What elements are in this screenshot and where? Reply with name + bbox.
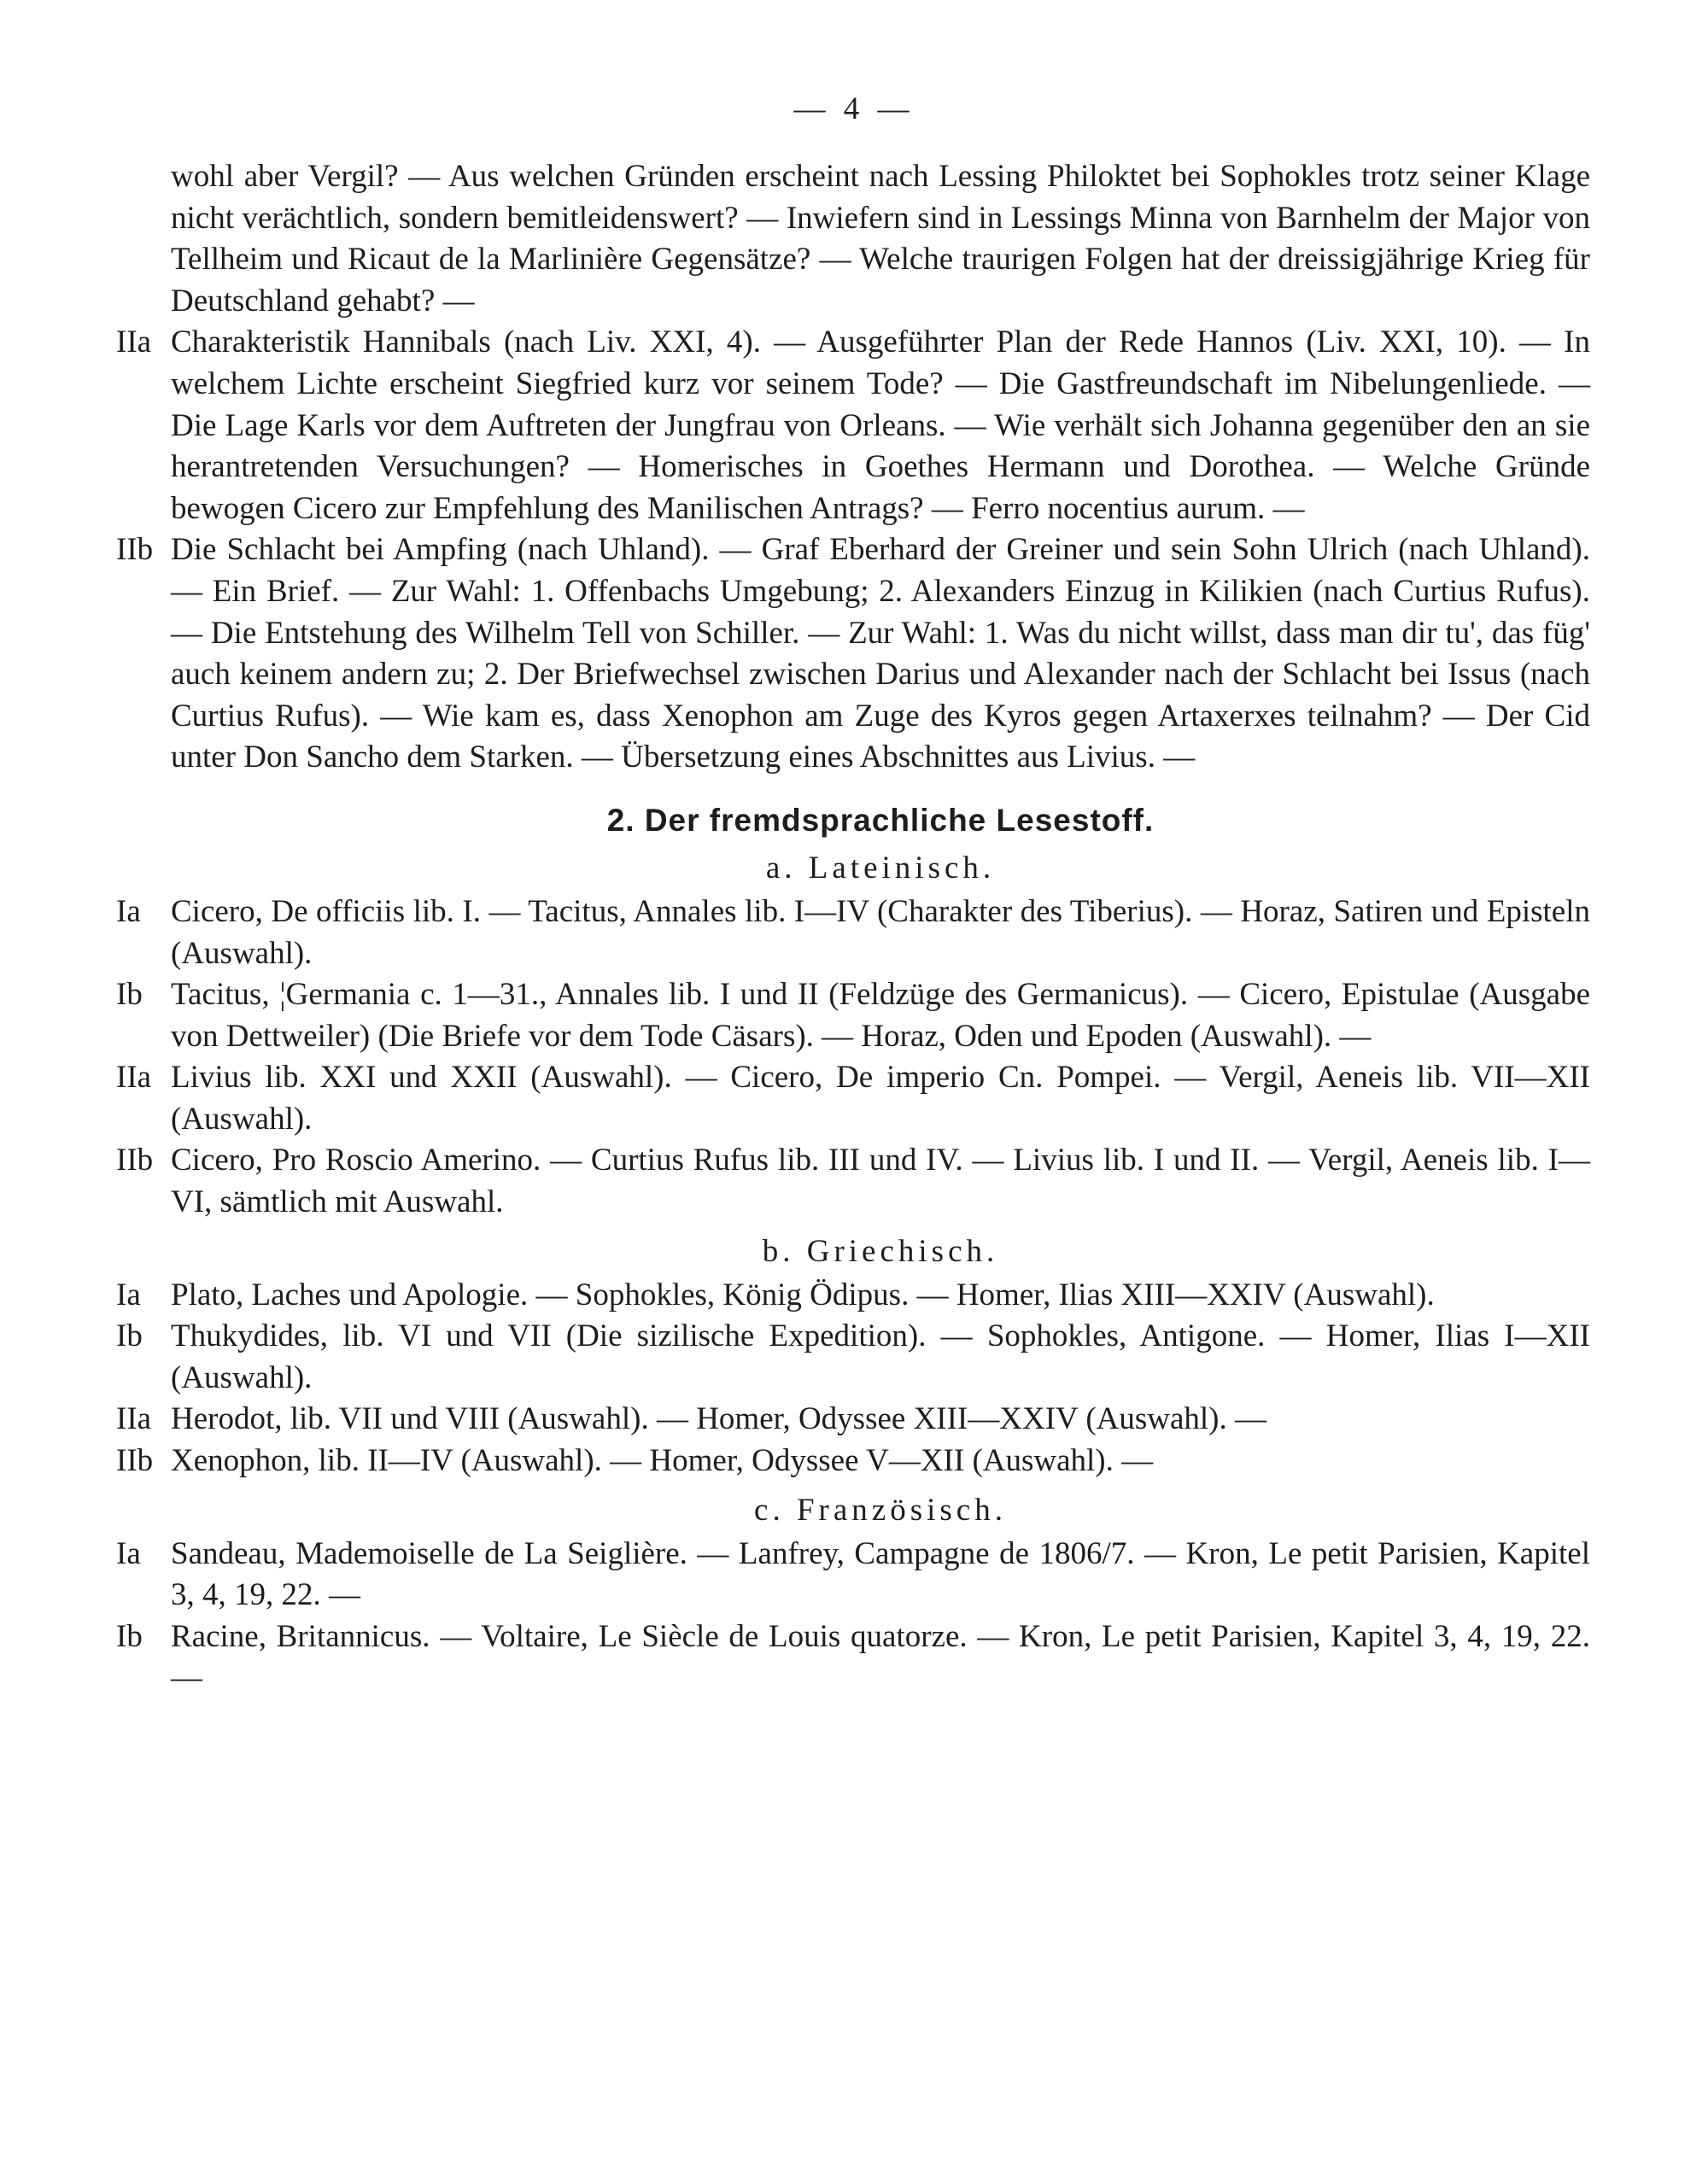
- class-label: IIa: [116, 1401, 152, 1437]
- subheading-french: c. Französisch.: [754, 1492, 1007, 1528]
- entry-text: Xenophon, lib. II—IV (Auswahl). — Homer, Odyssee V—XII (Auswahl). —: [171, 1443, 1154, 1479]
- class-label: Ib: [116, 1618, 143, 1654]
- entry-text: Racine, Britannicus. — Voltaire, Le Siècle de Louis quatorze. — Kron, Le petit Parisien, Kapitel 3, 4, 19, 22. —: [171, 1618, 1590, 1696]
- greek-entry-IIa: [116, 1399, 1590, 1441]
- entry-text: Cicero, Pro Roscio Amerino. — Curtius Rufus lib. III und IV. — Livius lib. I und II. — Vergil, Aeneis lib. I—VI, sämtlich mit Auswahl.: [171, 1143, 1590, 1220]
- entry-text: Livius lib. XXI und XXII (Auswahl). — Cicero, De imperio Cn. Pompei. — Vergil, Aeneis lib. VII—XII (Auswahl).: [171, 1060, 1590, 1137]
- latin-entry-IIa: [116, 1057, 1590, 1140]
- entry-text: Plato, Laches und Apologie. — Sophokles, König Ödipus. — Homer, Ilias XIII—XXIV (Auswahl).: [171, 1277, 1435, 1313]
- class-label: IIa: [116, 1060, 152, 1096]
- class-label: Ia: [116, 1277, 141, 1313]
- latin-entry-Ia: [116, 892, 1590, 974]
- entry-text: Die Schlacht bei Ampfing (nach Uhland). — Graf Eberhard der Greiner und sein Sohn Ulrich (nach Uhland). — Ein Brief. — Zur Wahl: 1. Offenbachs Umgebung; 2. Alexanders Einzug in Kilikien (nach Curtius Rufus). — Die Entstehung des Wilhelm Tell von Schiller. — Zur Wahl: 1. Was du nicht willst, dass man dir tu', das füg' auch keinem andern zu; 2. Der Briefwechsel zwischen Darius und Alexander nach der Schlacht bei Issus (nach Curtius Rufus). — Wie kam es, dass Xenophon am Zuge des Kyros gegen Artaxerxes teilnahm? — Der Cid unter Don Sancho dem Starken. — Übersetzung eines Abschnittes aus Livius. —: [171, 532, 1590, 775]
- entry-text: Cicero, De officiis lib. I. — Tacitus, Annales lib. I—IV (Charakter des Tiberius). — Horaz, Satiren und Episteln (Auswahl).: [171, 893, 1590, 971]
- entry-text: Herodot, lib. VII und VIII (Auswahl). — Homer, Odyssee XIII—XXIV (Auswahl). —: [171, 1401, 1267, 1437]
- class-label: IIa: [116, 324, 152, 360]
- class-label: Ib: [116, 1318, 143, 1354]
- french-entry-Ia: [116, 1534, 1590, 1617]
- latin-entry-Ib: [116, 974, 1590, 1057]
- page-number: — 4 —: [793, 91, 915, 126]
- class-label: Ia: [116, 893, 141, 929]
- entry-text: Charakteristik Hannibals (nach Liv. XXI, 4). — Ausgeführter Plan der Rede Hannos (Liv. XXI, 10). — In welchem Lichte erscheint Siegfried kurz vor seinem Tode? — Die Gastfreundschaft im Nibelungenliede. — Die Lage Karls vor dem Auftreten der Jungfrau von Orleans. — Wie verhält sich Johanna gegenüber den an sie herantretenden Versuchungen? — Homerisches in Goethes Hermann und Dorothea. — Welche Gründe bewogen Cicero zur Empfehlung des Manilischen Antrags? — Ferro nocentius aurum. —: [171, 324, 1590, 526]
- greek-entry-Ia: [116, 1275, 1590, 1317]
- class-label: IIb: [116, 532, 154, 568]
- entry-text: Thukydides, lib. VI und VII (Die sizilische Expedition). — Sophokles, Antigone. — Homer, Ilias I—XII (Auswahl).: [171, 1318, 1590, 1395]
- latin-entry-IIb: [116, 1140, 1590, 1223]
- essay-entry-IIa: [116, 322, 1590, 529]
- subheading-latin: a. Lateinisch.: [765, 850, 996, 886]
- greek-entry-Ib: [116, 1316, 1590, 1399]
- entry-text: Sandeau, Mademoiselle de La Seiglière. — Lanfrey, Campagne de 1806/7. — Kron, Le petit Parisien, Kapitel 3, 4, 19, 22. —: [171, 1535, 1590, 1613]
- essay-entry-IIb: [116, 529, 1590, 779]
- french-entry-Ib: [116, 1617, 1590, 1699]
- entry-text: Tacitus, ¦Germania c. 1—31., Annales lib. I und II (Feldzüge des Germanicus). — Cicero, Epistulae (Ausgabe von Dettweiler) (Die Briefe vor dem Tode Cäsars). — Horaz, Oden und Epoden (Auswahl). —: [171, 977, 1590, 1054]
- section-heading: 2. Der fremdsprachliche Lesestoff.: [606, 802, 1155, 838]
- subheading-greek: b. Griechisch.: [762, 1233, 999, 1269]
- intro-paragraph: wohl aber Vergil? — Aus welchen Gründen erscheint nach Lessing Philoktet bei Sophokles trotz seiner Klage nicht verächtlich, sondern bemitleidenswert? — Inwiefern sind in Lessings Minna von Barnhelm der Major von Tellheim und Ricaut de la Marlinière Gegensätze? — Welche traurigen Folgen hat der dreissigjährige Krieg für Deutschland gehabt? —: [171, 159, 1590, 319]
- class-label: IIb: [116, 1443, 154, 1479]
- greek-entry-IIb: [116, 1441, 1590, 1482]
- class-label: Ib: [116, 977, 143, 1013]
- class-label: IIb: [116, 1143, 154, 1178]
- class-label: Ia: [116, 1535, 141, 1571]
- page-content: [116, 156, 1590, 1699]
